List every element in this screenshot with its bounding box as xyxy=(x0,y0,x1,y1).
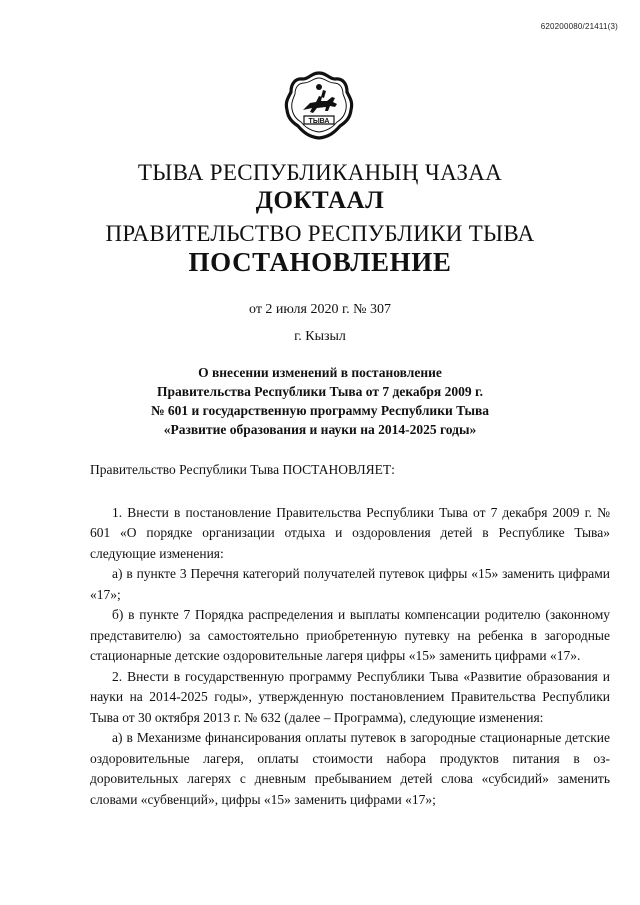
tuva-coat-of-arms-icon xyxy=(283,70,355,142)
enacting-clause: Правительство Республики Тыва ПОСТАНОВЛЯЕТ: xyxy=(90,462,395,477)
document-subject xyxy=(100,363,540,439)
subject-line: О внесении изменений в постановление xyxy=(198,365,442,380)
doc-type-tuvan: ДОКТААЛ xyxy=(255,187,385,214)
document-city: г. Кызыл xyxy=(294,329,346,344)
body-paragraph: б) в пункте 7 Порядка распределения и выплаты компенсации родителю (законному представителю) за самостоятельно приобретенную путевку на ребенка в загородные стационарные детские оздоровительные лагеря цифры «15» заменить цифрами «17». xyxy=(90,607,610,663)
body-paragraph: а) в Механизме финансирования оплаты путевок в загородные стационарные детские оздоровительные лагеря, оплаты стоимости набора продуктов питания в оздоровительных лагерях с дневным пребыванием детей слова «субсидий» заменить словами «субвенций», цифры «15» заменить цифрами «17»; xyxy=(90,730,610,807)
body-paragraph: 2. Внести в государственную программу Республики Тыва «Развитие образования и науки на 2014-2025 годы», утвержденную постановлением Правительства Республики Тыва от 30 октября 2013 г. № 632 (далее – Программа), следующие изменения: xyxy=(90,668,610,725)
subject-line: № 601 и государственную программу Республики Тыва xyxy=(150,403,490,418)
emblem-caption: ТЫВА xyxy=(308,118,330,125)
issuer-name-russian: ПРАВИТЕЛЬСТВО РЕСПУБЛИКИ ТЫВА xyxy=(105,221,535,246)
body-paragraph: 1. Внести в постановление Правительства Республики Тыва от 7 декабря 2009 г. № 601 «О порядке организации отдыха и оздоровления детей в Республике Тыва» следующие изменения: xyxy=(90,504,610,561)
document-body xyxy=(90,460,610,810)
body-paragraph: а) в пункте 3 Перечня категорий получателей путевок цифры «15» заменить цифрами «17»; xyxy=(90,566,610,602)
issuer-name-tuvan: ТЫВА РЕСПУБЛИКАНЫҢ ЧАЗАА xyxy=(137,160,503,185)
doc-type-russian: ПОСТАНОВЛЕНИЕ xyxy=(188,247,452,277)
subject-line: Правительства Республики Тыва от 7 декабря 2009 г. xyxy=(157,384,483,399)
document-date-number: от 2 июля 2020 г. № 307 xyxy=(249,302,391,317)
document-registration-number: 620200080/21411(3) xyxy=(540,22,618,31)
subject-line: «Развитие образования и науки на 2014-2025 годы» xyxy=(163,422,477,437)
